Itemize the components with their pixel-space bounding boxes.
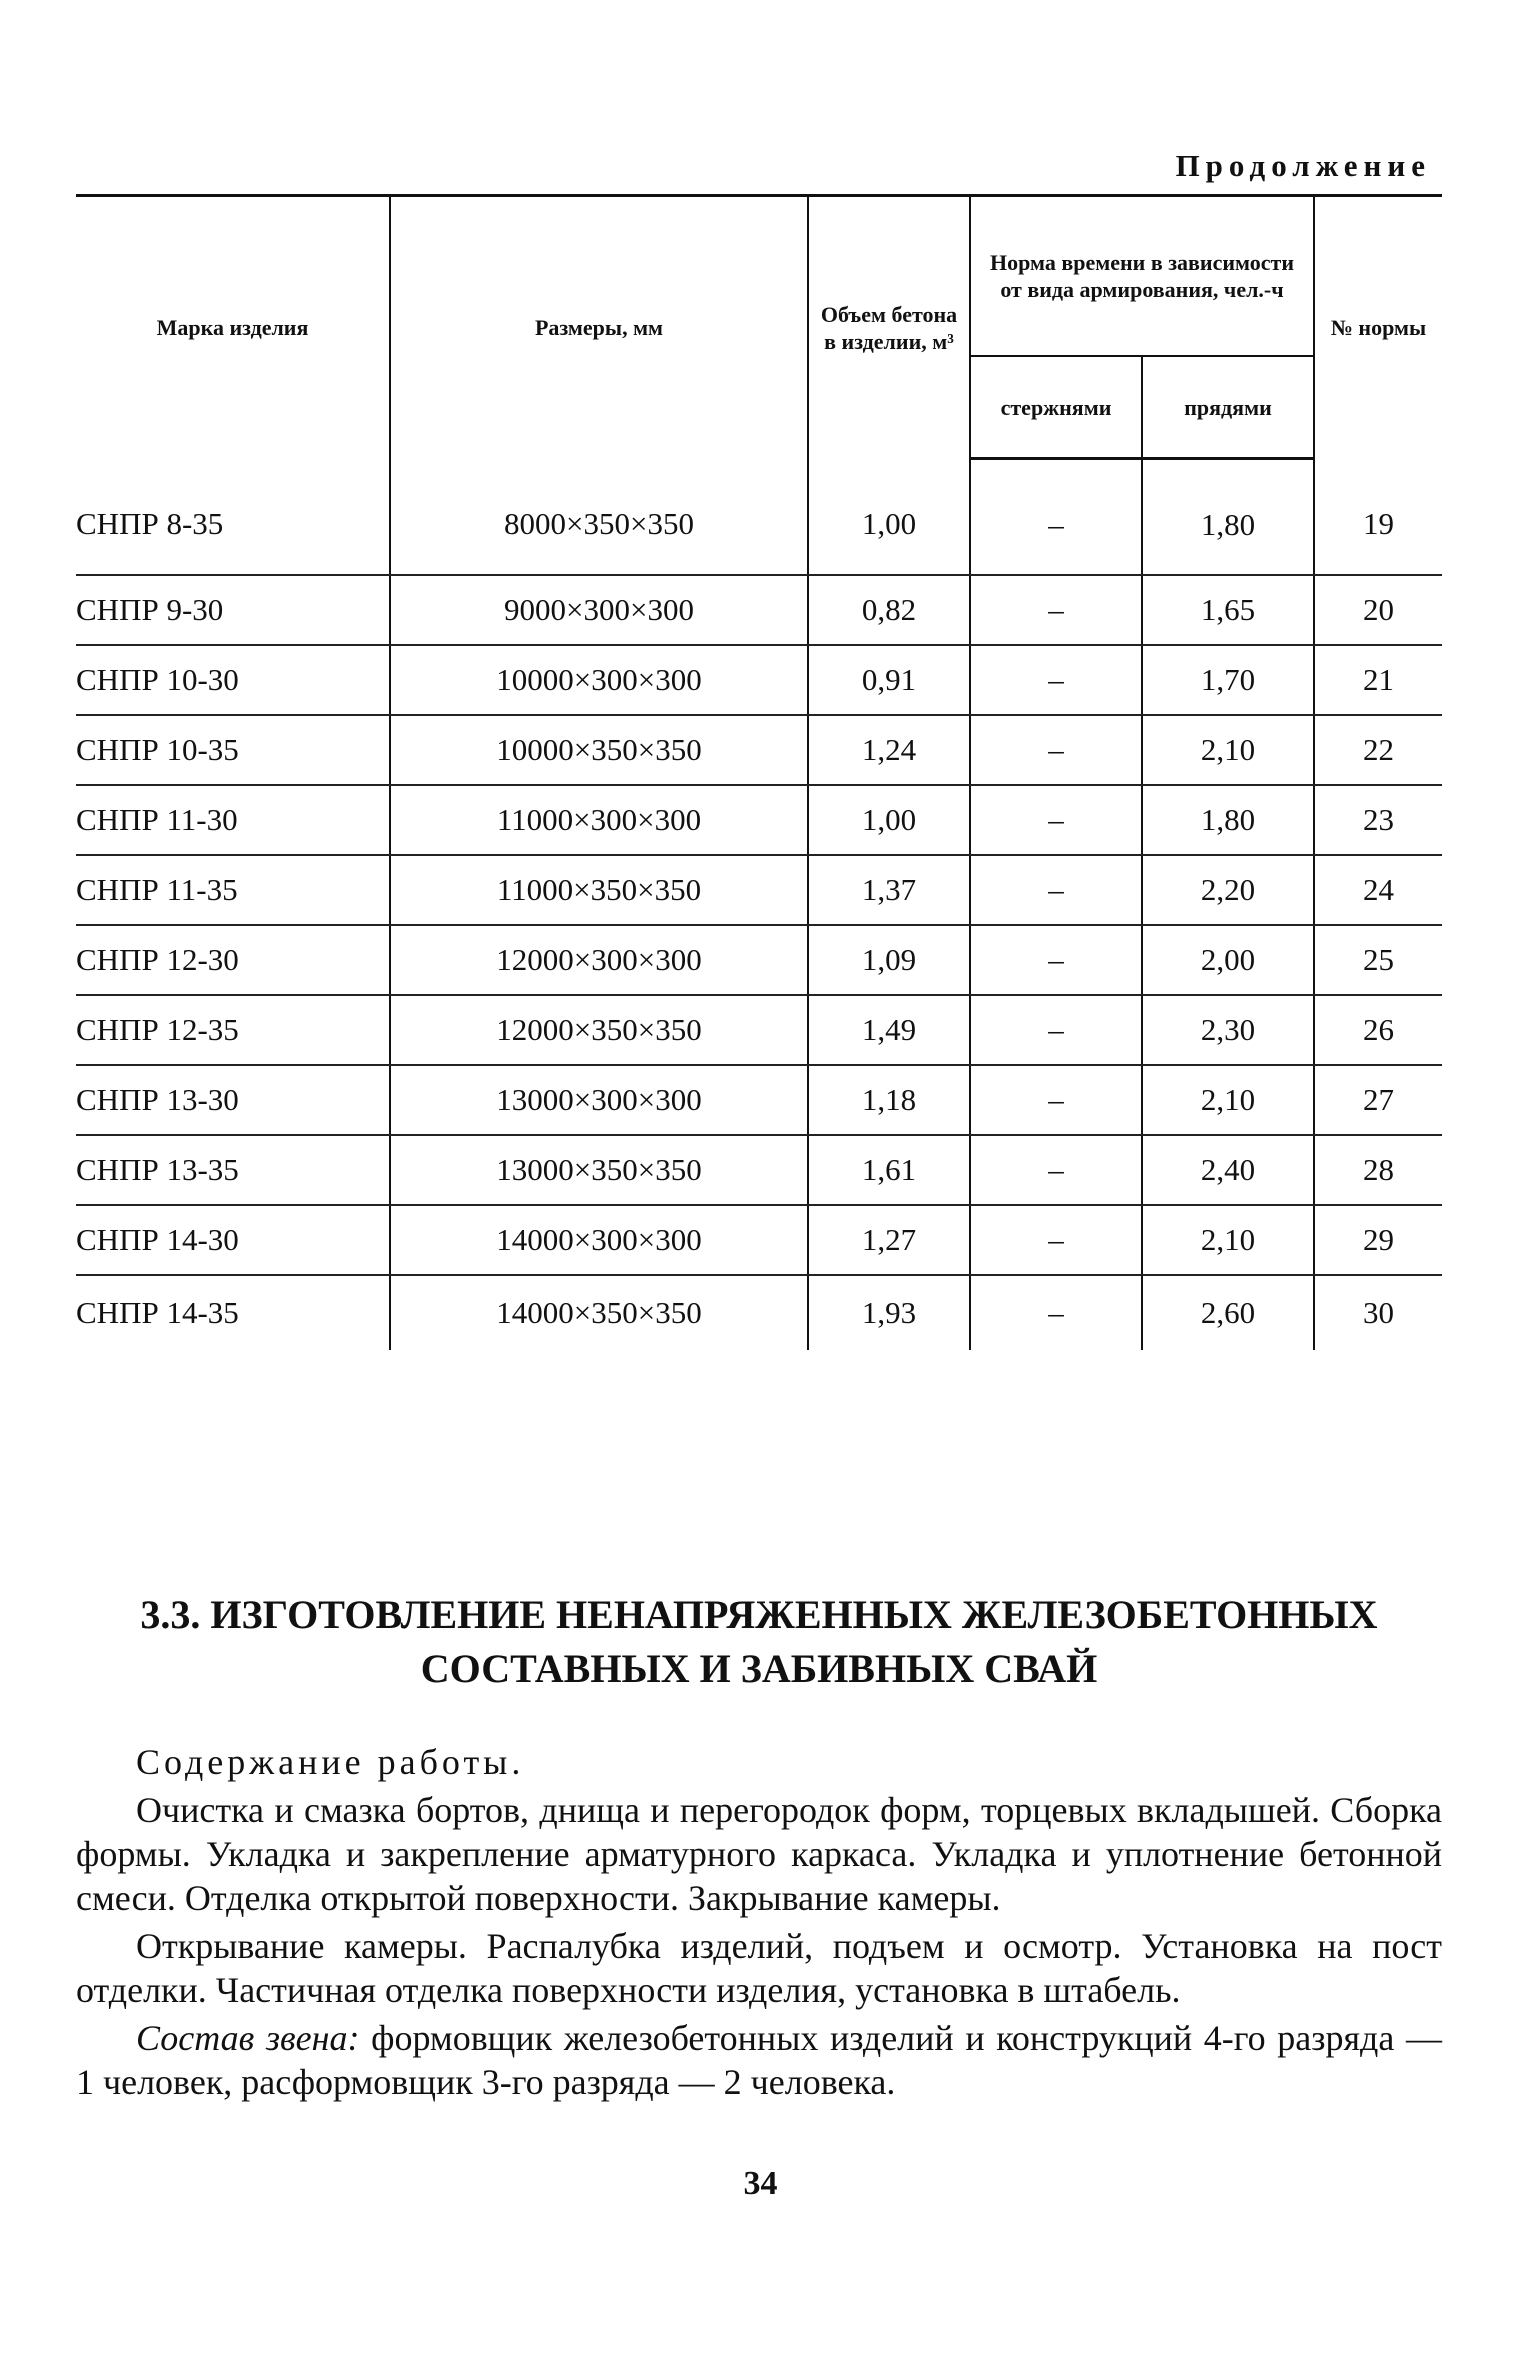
- cell-strands: 2,00: [1142, 925, 1314, 995]
- crew-label: Состав звена:: [136, 2018, 360, 2058]
- cell-mark: СНПР 11-30: [76, 785, 390, 855]
- table-row: [76, 785, 1442, 855]
- cell-mark: СНПР 9-30: [76, 575, 390, 645]
- cell-rods: –: [970, 855, 1142, 925]
- cell-strands: 2,10: [1142, 1205, 1314, 1275]
- header-strands: прядями: [1142, 356, 1314, 459]
- header-size: Размеры, мм: [390, 196, 808, 459]
- cell-volume: 1,18: [808, 1065, 970, 1135]
- cell-size: 12000×300×300: [390, 925, 808, 995]
- cell-volume: 1,93: [808, 1275, 970, 1350]
- table-row: [76, 1205, 1442, 1275]
- cell-size: 8000×350×350: [390, 459, 808, 576]
- cell-volume: 1,09: [808, 925, 970, 995]
- cell-norm-number: 22: [1314, 715, 1442, 785]
- page-number: 34: [743, 2165, 778, 2202]
- header-rods: стержнями: [970, 356, 1142, 459]
- cell-mark: СНПР 14-30: [76, 1205, 390, 1275]
- cell-norm-number: 26: [1314, 995, 1442, 1065]
- section-heading-line1: 3.3. ИЗГОТОВЛЕНИЕ НЕНАПРЯЖЕННЫХ ЖЕЛЕЗОБЕТОННЫХ: [140, 1592, 1378, 1637]
- cell-rods: –: [970, 1205, 1142, 1275]
- header-mark: Марка изделия: [76, 196, 390, 459]
- cell-mark: СНПР 12-30: [76, 925, 390, 995]
- cell-volume: 1,49: [808, 995, 970, 1065]
- cell-size: 14000×300×300: [390, 1205, 808, 1275]
- crew-text: формовщик железобетонных изделий и конструкций 4-го разряда — 1 человек, расформовщик 3-го разряда — 2 человека.: [76, 2018, 1443, 2102]
- cell-volume: 0,91: [808, 645, 970, 715]
- cell-strands: 2,40: [1142, 1135, 1314, 1205]
- cell-strands: 1,80: [1142, 459, 1314, 576]
- cell-volume: 1,00: [808, 459, 970, 576]
- norms-table: [76, 194, 1442, 1350]
- cell-rods: –: [970, 459, 1142, 576]
- cell-size: 10000×300×300: [390, 645, 808, 715]
- cell-norm-number: 27: [1314, 1065, 1442, 1135]
- cell-norm-number: 19: [1314, 459, 1442, 576]
- table-row: [76, 855, 1442, 925]
- cell-rods: –: [970, 715, 1142, 785]
- cell-size: 14000×350×350: [390, 1275, 808, 1350]
- section-heading-line2: СОСТАВНЫХ И ЗАБИВНЫХ СВАЙ: [420, 1646, 1098, 1691]
- section-body: [76, 1740, 1442, 2108]
- header-volume: Объем бетона в изделии, м³: [808, 196, 970, 459]
- cell-strands: 1,70: [1142, 645, 1314, 715]
- content-label: Содержание работы.: [136, 1742, 525, 1782]
- cell-strands: 2,60: [1142, 1275, 1314, 1350]
- paragraph-2: Открывание камеры. Распалубка изделий, подъем и осмотр. Установка на пост отделки. Частичная отделка поверхности изделия, установка в штабель.: [76, 1926, 1442, 2010]
- table-row: [76, 575, 1442, 645]
- cell-size: 9000×300×300: [390, 575, 808, 645]
- cell-size: 11000×300×300: [390, 785, 808, 855]
- cell-size: 13000×350×350: [390, 1135, 808, 1205]
- cell-norm-number: 24: [1314, 855, 1442, 925]
- table-row: [76, 459, 1442, 576]
- cell-mark: СНПР 10-35: [76, 715, 390, 785]
- table-row: [76, 995, 1442, 1065]
- cell-norm-number: 30: [1314, 1275, 1442, 1350]
- cell-size: 10000×350×350: [390, 715, 808, 785]
- cell-rods: –: [970, 1135, 1142, 1205]
- cell-norm-number: 20: [1314, 575, 1442, 645]
- cell-volume: 1,37: [808, 855, 970, 925]
- header-norm-number: № нормы: [1314, 196, 1442, 459]
- cell-strands: 2,20: [1142, 855, 1314, 925]
- cell-rods: –: [970, 645, 1142, 715]
- table-row: [76, 925, 1442, 995]
- table-row: [76, 1065, 1442, 1135]
- header-norm-time: Норма времени в зависимости от вида армирования, чел.-ч: [970, 196, 1314, 357]
- cell-volume: 0,82: [808, 575, 970, 645]
- cell-strands: 2,30: [1142, 995, 1314, 1065]
- cell-mark: СНПР 12-35: [76, 995, 390, 1065]
- cell-strands: 1,65: [1142, 575, 1314, 645]
- cell-strands: 2,10: [1142, 715, 1314, 785]
- cell-rods: –: [970, 925, 1142, 995]
- cell-volume: 1,24: [808, 715, 970, 785]
- continuation-label: Продолжение: [1175, 148, 1431, 183]
- cell-mark: СНПР 14-35: [76, 1275, 390, 1350]
- cell-volume: 1,61: [808, 1135, 970, 1205]
- table-row: [76, 715, 1442, 785]
- table-row: [76, 1135, 1442, 1205]
- section-heading: [76, 1588, 1442, 1696]
- cell-strands: 2,10: [1142, 1065, 1314, 1135]
- cell-mark: СНПР 11-35: [76, 855, 390, 925]
- paragraph-1: Очистка и смазка бортов, днища и перегородок форм, торцевых вкладышей. Сборка формы. Укладка и закрепление арматурного каркаса. Укладка и уплотнение бетонной смеси. Отделка открытой поверхности. Закрывание камеры.: [76, 1790, 1442, 1918]
- cell-rods: –: [970, 1065, 1142, 1135]
- cell-mark: СНПР 8-35: [76, 459, 390, 576]
- cell-rods: –: [970, 575, 1142, 645]
- cell-size: 13000×300×300: [390, 1065, 808, 1135]
- cell-strands: 1,80: [1142, 785, 1314, 855]
- cell-size: 12000×350×350: [390, 995, 808, 1065]
- table-row: [76, 645, 1442, 715]
- cell-rods: –: [970, 995, 1142, 1065]
- cell-mark: СНПР 10-30: [76, 645, 390, 715]
- crew-paragraph: [76, 2016, 1442, 2104]
- cell-rods: –: [970, 785, 1142, 855]
- cell-volume: 1,27: [808, 1205, 970, 1275]
- cell-size: 11000×350×350: [390, 855, 808, 925]
- cell-mark: СНПР 13-35: [76, 1135, 390, 1205]
- cell-norm-number: 28: [1314, 1135, 1442, 1205]
- cell-mark: СНПР 13-30: [76, 1065, 390, 1135]
- table-row: [76, 1275, 1442, 1350]
- cell-norm-number: 21: [1314, 645, 1442, 715]
- cell-volume: 1,00: [808, 785, 970, 855]
- cell-norm-number: 23: [1314, 785, 1442, 855]
- cell-rods: –: [970, 1275, 1142, 1350]
- cell-norm-number: 29: [1314, 1205, 1442, 1275]
- cell-norm-number: 25: [1314, 925, 1442, 995]
